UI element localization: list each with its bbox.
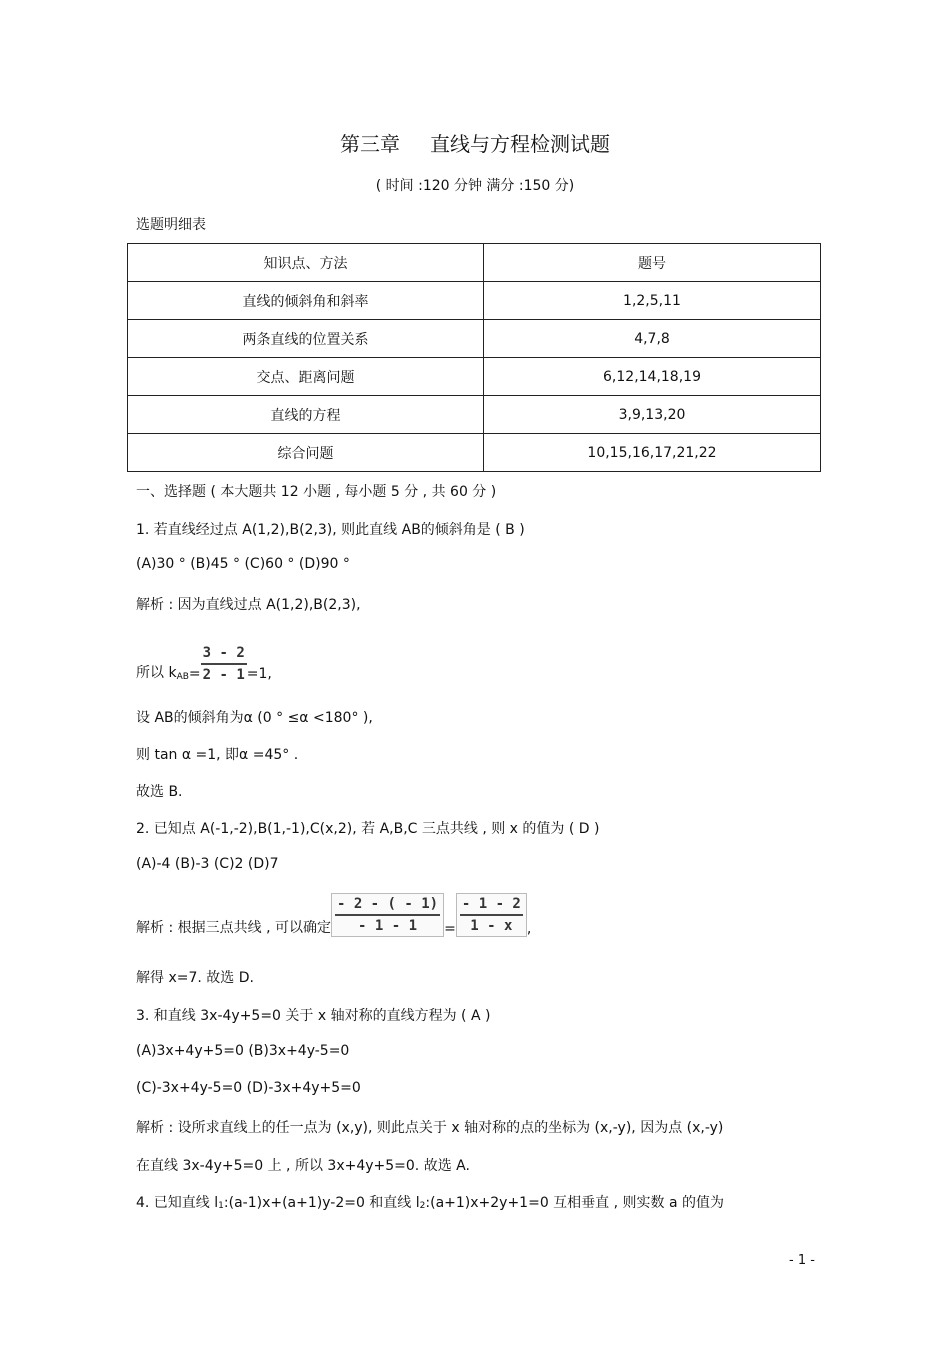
fraction-denominator: - 1 - 1 bbox=[358, 918, 418, 934]
page-number: - 1 - bbox=[789, 1253, 815, 1268]
stem-text: :(a+1)x+2y+1=0 互相垂直 , 则实数 a 的值为 bbox=[425, 1195, 725, 1211]
formula-text: 解析 : 根据三点共线 , 可以确定 bbox=[136, 920, 331, 936]
question-2-collinear-formula bbox=[136, 893, 531, 937]
table-cell: 3,9,13,20 bbox=[484, 396, 821, 434]
question-1-answer: 故选 B. bbox=[136, 784, 183, 800]
fraction-denominator: 2 - 1 bbox=[202, 667, 245, 683]
question-1-slope-formula bbox=[136, 632, 272, 682]
fraction-numerator: 3 - 2 bbox=[202, 645, 245, 661]
chapter-label: 第三章 bbox=[340, 132, 400, 156]
formula-text: 所以 k bbox=[136, 665, 177, 681]
formula-text: = bbox=[188, 666, 201, 682]
table-header-cell: 题号 bbox=[484, 244, 821, 282]
question-2-stem: 2. 已知点 A(-1,-2),B(1,-1),C(x,2), 若 A,B,C 三点共线 , 则 x 的值为 ( D ) bbox=[136, 821, 600, 837]
table-cell: 交点、距离问题 bbox=[128, 358, 484, 396]
question-3-options: (A)3x+4y+5=0 (B)3x+4y-5=0 bbox=[136, 1043, 350, 1059]
formula-subscript: AB bbox=[176, 672, 189, 682]
question-1-solution-line: 设 AB的倾斜角为α (0 ° ≤α <180° ), bbox=[136, 710, 373, 726]
table-cell: 6,12,14,18,19 bbox=[484, 358, 821, 396]
fraction-numerator: - 2 - ( - 1) bbox=[336, 896, 439, 912]
question-1-options: (A)30 ° (B)45 ° (C)60 ° (D)90 ° bbox=[136, 556, 350, 572]
question-2-options: (A)-4 (B)-3 (C)2 (D)7 bbox=[136, 856, 279, 872]
page-title bbox=[0, 128, 950, 157]
table-row bbox=[128, 434, 821, 472]
table-cell: 直线的倾斜角和斜率 bbox=[128, 282, 484, 320]
section-heading: 一、选择题 ( 本大题共 12 小题 , 每小题 5 分 , 共 60 分 ) bbox=[136, 484, 497, 500]
stem-text: 4. 已知直线 l bbox=[136, 1195, 219, 1211]
question-3-options: (C)-3x+4y-5=0 (D)-3x+4y+5=0 bbox=[136, 1080, 361, 1096]
stem-subscript: 1 bbox=[218, 1201, 224, 1211]
question-4-stem bbox=[136, 1192, 724, 1212]
question-3-solution-line: 解析 : 设所求直线上的任一点为 (x,y), 则此点关于 x 轴对称的点的坐标为 (x,-y), 因为点 (x,-y) bbox=[136, 1120, 724, 1136]
question-1-stem: 1. 若直线经过点 A(1,2),B(2,3), 则此直线 AB的倾斜角是 ( B ) bbox=[136, 522, 525, 538]
fraction bbox=[331, 893, 444, 937]
formula-text: =1, bbox=[246, 666, 272, 682]
table-cell: 两条直线的位置关系 bbox=[128, 320, 484, 358]
fraction bbox=[456, 893, 527, 937]
fraction bbox=[201, 644, 247, 684]
table-header-cell: 知识点、方法 bbox=[128, 244, 484, 282]
stem-text: :(a-1)x+(a+1)y-2=0 和直线 l bbox=[223, 1195, 420, 1211]
table-cell: 4,7,8 bbox=[484, 320, 821, 358]
table-row bbox=[128, 320, 821, 358]
exam-time-info: ( 时间 :120 分钟 满分 :150 分) bbox=[375, 178, 575, 194]
stem-subscript: 2 bbox=[419, 1201, 426, 1211]
question-2-answer: 解得 x=7. 故选 D. bbox=[136, 970, 254, 986]
chapter-title: 直线与方程检测试题 bbox=[430, 132, 610, 156]
table-header-row bbox=[128, 244, 821, 282]
question-1-solution-line: 则 tan α =1, 即α =45° . bbox=[136, 747, 299, 763]
question-1-solution-line: 解析 : 因为直线过点 A(1,2),B(2,3), bbox=[136, 597, 361, 613]
table-cell: 10,15,16,17,21,22 bbox=[484, 434, 821, 472]
table-row bbox=[128, 358, 821, 396]
question-3-answer: 在直线 3x-4y+5=0 上 , 所以 3x+4y+5=0. 故选 A. bbox=[136, 1158, 470, 1174]
table-caption: 选题明细表 bbox=[136, 217, 206, 233]
table-cell: 1,2,5,11 bbox=[484, 282, 821, 320]
question-3-stem: 3. 和直线 3x-4y+5=0 关于 x 轴对称的直线方程为 ( A ) bbox=[136, 1008, 491, 1024]
fraction-denominator: 1 - x bbox=[470, 918, 513, 934]
topic-table bbox=[127, 243, 821, 472]
table-cell: 综合问题 bbox=[128, 434, 484, 472]
table-row bbox=[128, 282, 821, 320]
fraction-numerator: - 1 - 2 bbox=[461, 896, 521, 912]
table-row bbox=[128, 396, 821, 434]
table-cell: 直线的方程 bbox=[128, 396, 484, 434]
formula-text: , bbox=[526, 921, 532, 937]
formula-text: = bbox=[444, 921, 456, 937]
